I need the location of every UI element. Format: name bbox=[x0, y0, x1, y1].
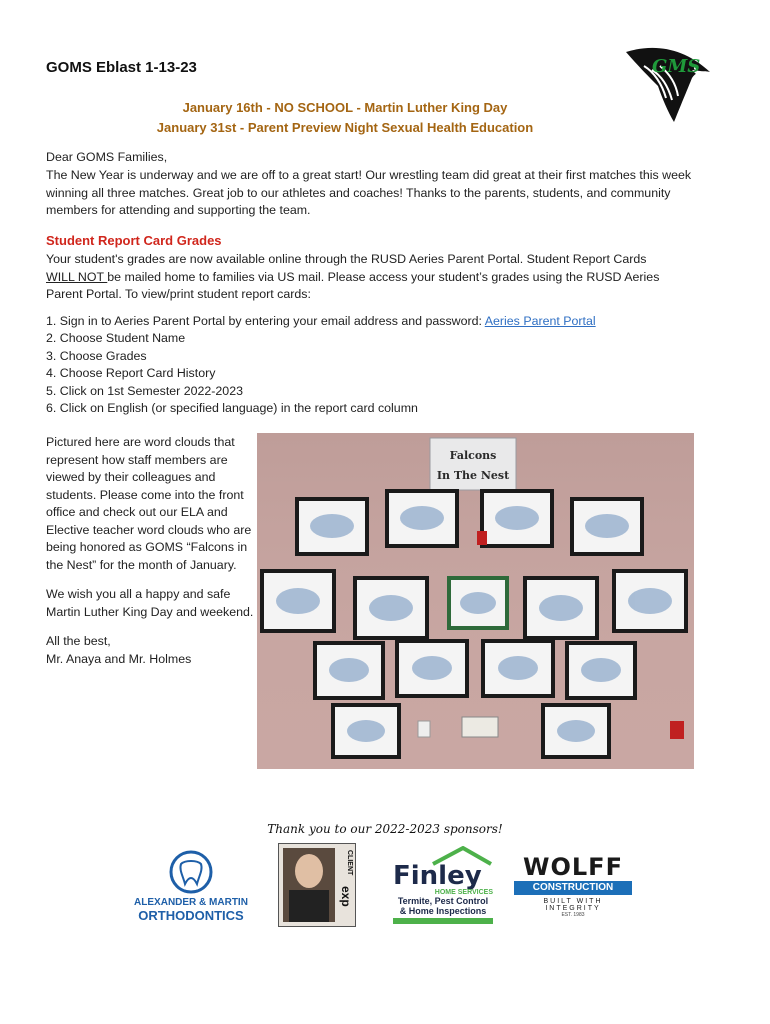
client-label: CLIENT bbox=[346, 850, 353, 876]
sponsors-title: Thank you to our 2022-2023 sponsors! bbox=[267, 822, 503, 836]
tooth-icon bbox=[133, 850, 249, 894]
side-column bbox=[46, 434, 256, 668]
steps-list bbox=[46, 313, 696, 417]
step-1-text: 1. Sign in to Aeries Parent Portal by entering your email address and password: bbox=[46, 314, 485, 328]
finley-home-services-logo bbox=[393, 846, 493, 926]
date-parent-preview: January 31st - Parent Preview Night Sexual Health Education bbox=[156, 120, 534, 135]
wolff-established: EST. 1983 bbox=[561, 912, 585, 918]
report-card-body-start: Your student's grades are now available online through the RUSD Aeries Parent Portal. Student Report Cards bbox=[46, 252, 647, 266]
agent-shirt bbox=[289, 890, 329, 922]
wolff-construction-logo bbox=[514, 853, 632, 918]
step-2: 2. Choose Student Name bbox=[46, 331, 186, 346]
report-card-body-end: be mailed home to families via US mail. Please access your student’s grades using the RUSD Aeries Parent Portal. To view/print student report cards: bbox=[46, 269, 660, 301]
will-not-emphasis: WILL NOT bbox=[46, 269, 108, 284]
step-4: 4. Choose Report Card History bbox=[46, 366, 216, 381]
svg-text:Falcons: Falcons bbox=[449, 449, 497, 462]
exp-brand: exp bbox=[339, 886, 353, 907]
step-5: 5. Click on 1st Semester 2022-2023 bbox=[46, 383, 243, 398]
report-card-heading: Student Report Card Grades bbox=[46, 233, 222, 248]
svg-text:GMS: GMS bbox=[652, 56, 701, 77]
exp-realty-ad bbox=[278, 843, 356, 927]
construction-band: CONSTRUCTION bbox=[514, 881, 632, 895]
page-title: GOMS Eblast 1-13-23 bbox=[46, 59, 197, 76]
report-card-body bbox=[46, 251, 666, 304]
date-mlk-day: January 16th - NO SCHOOL - Martin Luther King Day bbox=[182, 100, 508, 115]
aeries-parent-portal-link[interactable]: Aeries Parent Portal bbox=[484, 314, 596, 328]
step-6: 6. Click on English (or specified language) in the report card column bbox=[46, 400, 418, 415]
finley-subtitle: HOME SERVICES bbox=[434, 889, 493, 896]
signature: Mr. Anaya and Mr. Holmes bbox=[46, 651, 192, 666]
alexander-martin-name: ALEXANDER & MARTIN bbox=[134, 897, 248, 908]
finley-name: Finley bbox=[393, 861, 482, 891]
step-3: 3. Choose Grades bbox=[46, 348, 147, 363]
greeting: Dear GOMS Families, bbox=[46, 150, 168, 164]
wolff-name: WOLFF bbox=[523, 853, 623, 881]
wolff-tagline: BUILT WITH INTEGRITY bbox=[543, 898, 603, 912]
holiday-wish-paragraph: We wish you all a happy and safe Martin Luther King Day and weekend. bbox=[46, 587, 254, 619]
agent-photo bbox=[283, 848, 335, 922]
step-1 bbox=[46, 313, 696, 330]
agent-face bbox=[295, 854, 323, 888]
alexander-martin-logo bbox=[133, 850, 249, 922]
signoff: All the best, bbox=[46, 634, 111, 648]
finley-service-line1: Termite, Pest Control bbox=[397, 896, 489, 906]
orthodontics-label: ORTHODONTICS bbox=[138, 908, 244, 923]
word-cloud-paragraph: Pictured here are word clouds that represent how staff members are viewed by their colleagues and students. Please come into the front office and check out our ELA and Elective teacher word clouds who are being honored as GOMS “Falcons in the Nest” for the month of January. bbox=[46, 435, 252, 572]
finley-service-line2: & Home Inspections bbox=[399, 906, 487, 916]
falcons-in-the-nest-photo bbox=[257, 433, 694, 769]
finley-contact-bar bbox=[393, 918, 493, 924]
svg-text:In The Nest: In The Nest bbox=[436, 469, 510, 482]
intro-paragraph: The New Year is underway and we are off to a great start! Our wrestling team did great at their first matches this week winning all three matches. Great job to our athletes and coaches! Thanks to the parents, students, and community members for attending and supporting the team. bbox=[46, 168, 692, 217]
